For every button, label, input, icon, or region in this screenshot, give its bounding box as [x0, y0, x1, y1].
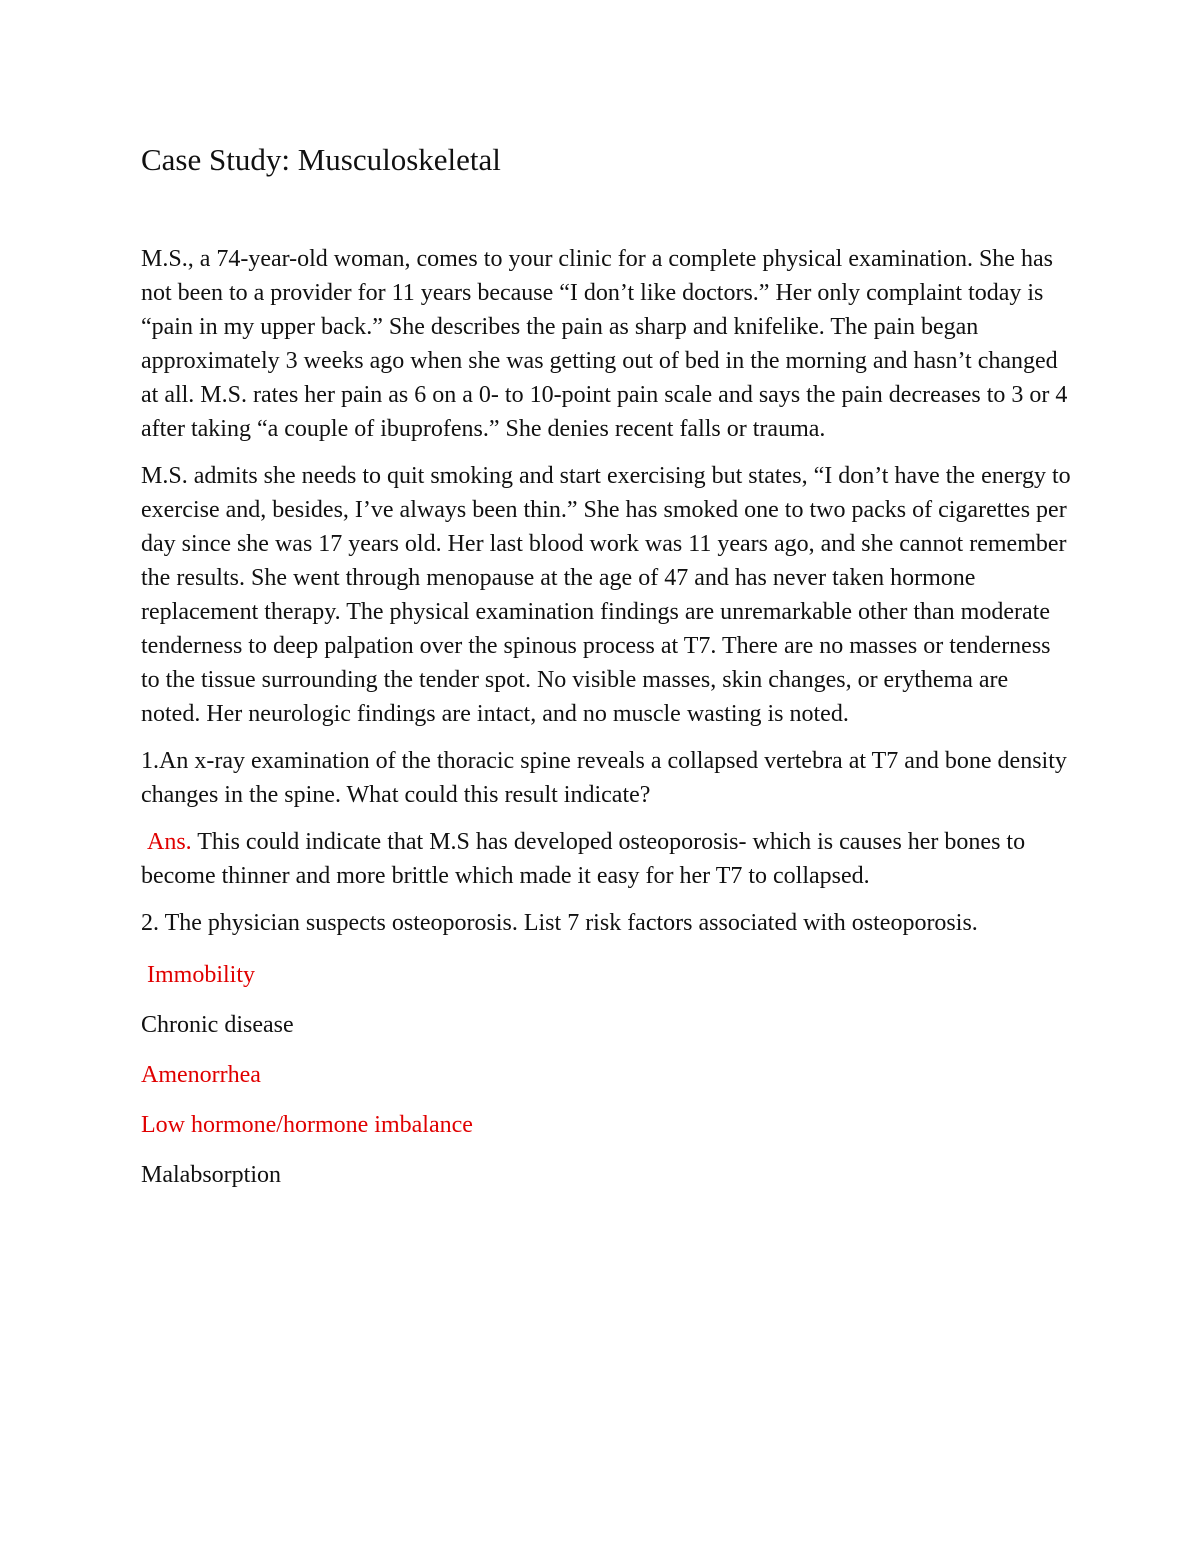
- risk-factor-text: Immobility: [147, 962, 255, 988]
- risk-factor-chronic-disease: Chronic disease: [141, 1012, 294, 1038]
- document-title: Case Study: Musculoskeletal: [141, 142, 501, 177]
- case-paragraph-2: M.S. admits she needs to quit smoking and start exercising but states, “I don’t have the energy to exercise and, besides, I’ve always been thin.” She has smoked one to two packs of cigarettes per day since she was 17 years old. Her last blood work was 11 years ago, and she cannot remember the results. She went through menopause at the age of 47 and has never taken hormone replacement therapy. The physical examination findings are unremarkable other than moderate tenderness to deep palpation over the spinous process at T7. There are no masses or tenderness to the tissue surrounding the tender spot. No visible masses, skin changes, or erythema are noted. Her neurologic findings are intact, and no muscle wasting is noted.: [141, 463, 1071, 727]
- answer-text: This could indicate that M.S has developed osteoporosis- which is causes her bones to become thinner and more brittle which made it easy for her T7 to collapsed.: [141, 829, 1026, 889]
- risk-factor-malabsorption: Malabsorption: [141, 1162, 281, 1188]
- document-content: [141, 138, 1071, 1208]
- case-paragraph-1: M.S., a 74-year-old woman, comes to your clinic for a complete physical examination. She has not been to a provider for 11 years because “I don’t like doctors.” Her only complaint today is “pain in my upper back.” She describes the pain as sharp and knifelike. The pain began approximately 3 weeks ago when she was getting out of bed in the morning and hasn’t changed at all. M.S. rates her pain as 6 on a 0- to 10-point pain scale and says the pain decreases to 3 or 4 after taking “a couple of ibuprofens.” She denies recent falls or trauma.: [141, 246, 1068, 442]
- risk-factor-immobility: [141, 958, 1071, 992]
- answer-1: [141, 825, 1071, 893]
- answer-label: Ans.: [147, 829, 192, 855]
- risk-factor-amenorrhea: Amenorrhea: [141, 1062, 261, 1088]
- question-1: 1.An x-ray examination of the thoracic spine reveals a collapsed vertebra at T7 and bone density changes in the spine. What could this result indicate?: [141, 748, 1067, 808]
- question-2: 2. The physician suspects osteoporosis. List 7 risk factors associated with osteoporosis.: [141, 910, 978, 936]
- risk-factor-hormone-imbalance: Low hormone/hormone imbalance: [141, 1112, 473, 1138]
